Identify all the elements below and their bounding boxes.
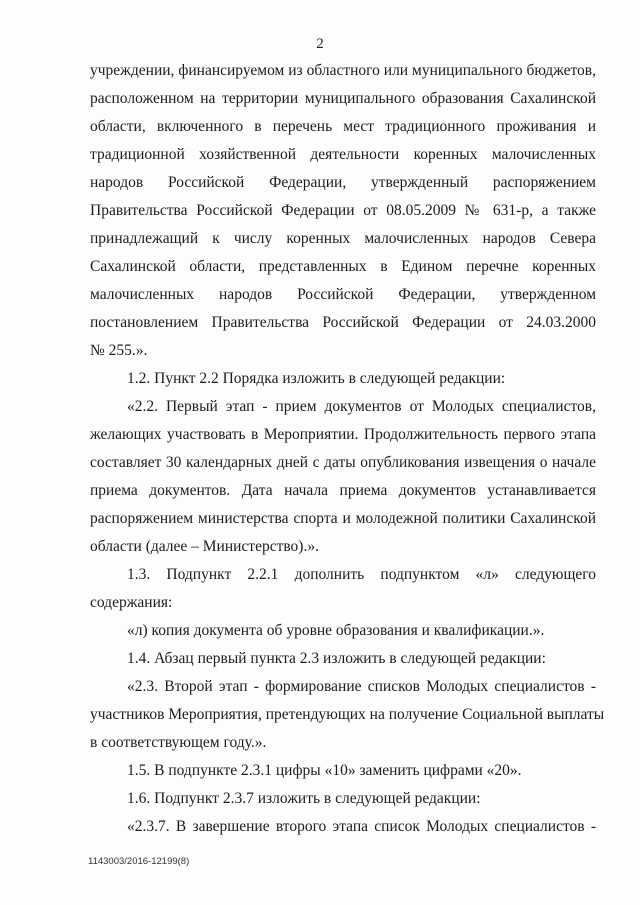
text-line: содержания: — [90, 594, 173, 611]
text-line: приема документов. Дата начала приема документов устанавливается — [90, 482, 596, 499]
text-line: участников Мероприятия, претендующих на получение Социальной выплаты — [90, 706, 605, 723]
text-line: Правительства Российской Федерации от 08.05.2009 № 631-р, а также — [90, 202, 596, 219]
text-line: 1.2. Пункт 2.2 Порядка изложить в следующей редакции: — [127, 370, 506, 387]
text-line: области, включенного в перечень мест традиционного проживания и — [90, 118, 596, 135]
text-line: 1.6. Подпункт 2.3.7 изложить в следующей редакции: — [127, 790, 481, 807]
text-line: 1.5. В подпункте 2.3.1 цифры «10» заменить цифрами «20». — [127, 762, 522, 779]
document-footer-code: 1143003/2016-12199(8) — [88, 856, 190, 867]
page-number: 2 — [316, 36, 324, 52]
text-line: Сахалинской области, представленных в Едином перечне коренных — [90, 258, 596, 275]
text-line: народов Российской Федерации, утвержденный распоряжением — [90, 174, 596, 191]
text-line: «2.3. Второй этап - формирование списков Молодых специалистов - — [127, 678, 596, 695]
text-line: принадлежащий к числу коренных малочисленных народов Севера — [90, 230, 596, 247]
text-line: расположенном на территории муниципального образования Сахалинской — [90, 90, 596, 107]
text-line: «2.2. Первый этап - прием документов от Молодых специалистов, — [127, 398, 596, 415]
text-line: 1.4. Абзац первый пункта 2.3 изложить в следующей редакции: — [127, 650, 546, 667]
text-line: № 255.». — [90, 342, 148, 359]
text-line: составляет 30 календарных дней с даты опубликования извещения о начале — [90, 454, 596, 471]
text-line: желающих участвовать в Мероприятии. Продолжительность первого этапа — [90, 426, 596, 443]
text-line: постановлением Правительства Российской Федерации от 24.03.2000 — [90, 314, 596, 331]
text-line: области (далее – Министерство).». — [90, 538, 319, 555]
text-line: в соответствующем году.». — [90, 734, 267, 751]
text-line: малочисленных народов Российской Федерации, утвержденном — [90, 286, 596, 303]
text-line: «л) копия документа об уровне образования и квалификации.». — [127, 622, 545, 639]
text-line: традиционной хозяйственной деятельности коренных малочисленных — [90, 146, 596, 163]
text-line: «2.3.7. В завершение второго этапа список Молодых специалистов - — [127, 818, 596, 835]
text-line: 1.3. Подпункт 2.2.1 дополнить подпунктом «л» следующего — [127, 566, 596, 583]
text-line: учреждении, финансируемом из областного или муниципального бюджетов, — [90, 62, 596, 79]
text-line: распоряжением министерства спорта и молодежной политики Сахалинской — [90, 510, 596, 527]
